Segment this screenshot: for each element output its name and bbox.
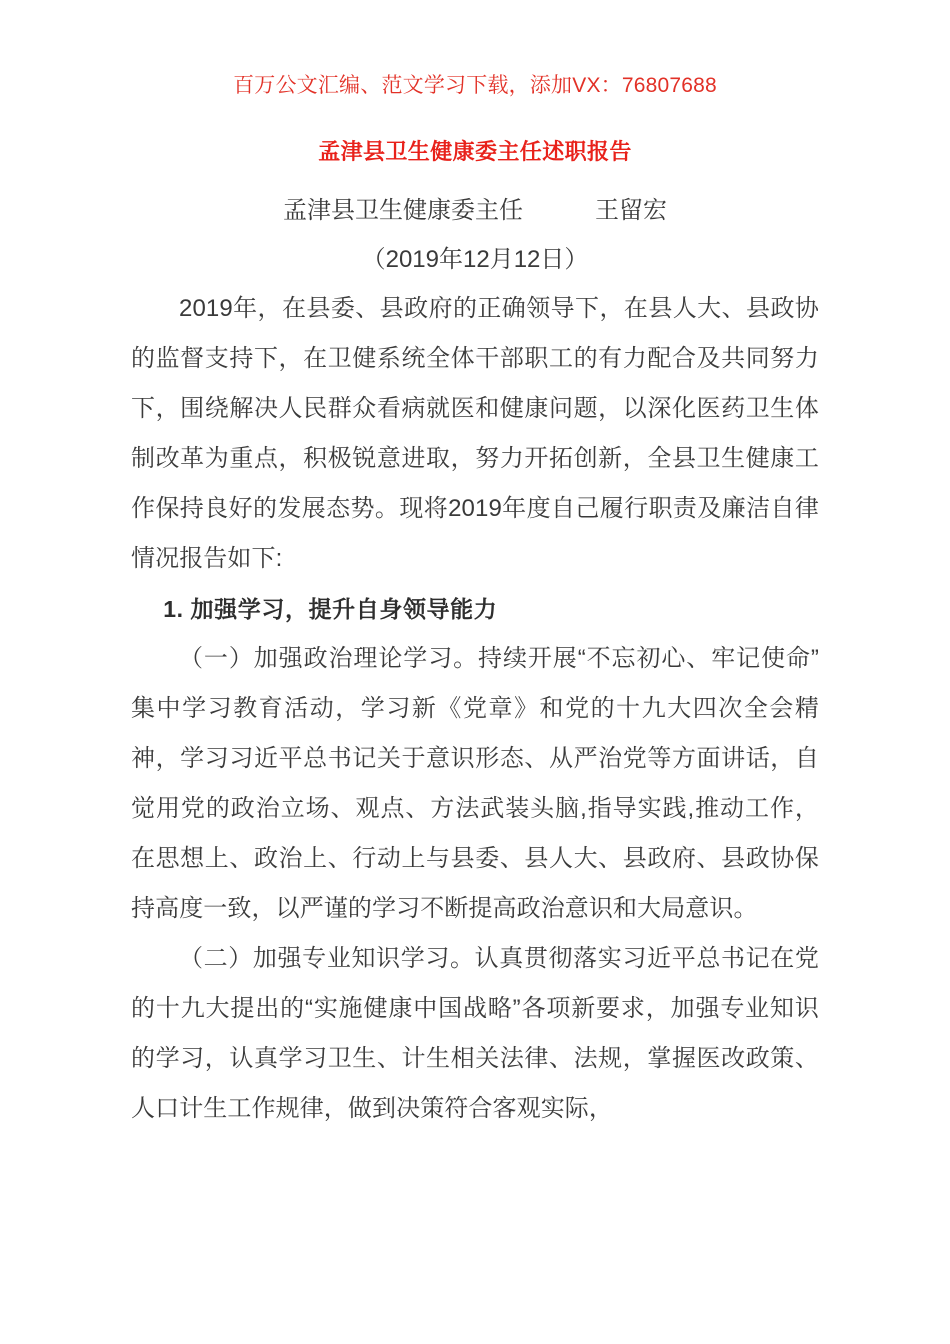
body-paragraph: 2019年，在县委、县政府的正确领导下，在县人大、县政协的监督支持下，在卫健系统全体干部职工的有力配合及共同努力下，围绕解决人民群众看病就医和健康问题，以深化医药卫生体制改革为重点，积极锐意进取，努力开拓创新，全县卫生健康工作保持良好的发展态势。现将2019年度自己履行职责及廉洁自律情况报告如下: <box>131 294 819 572</box>
document-title: 孟津县卫生健康委主任述职报告 <box>318 139 632 165</box>
promo-banner-text: 百万公文汇编、范文学习下载，添加VX：76807688 <box>233 74 717 97</box>
author-byline: 孟津县卫生健康委主任 王留宏 <box>283 197 667 225</box>
body-paragraph: （二）加强专业知识学习。认真贯彻落实习近平总书记在党的十九大提出的“实施健康中国战略”各项新要求，加强专业知识的学习，认真学习卫生、计生相关法律、法规，掌握医改政策、人口计生工作规律，做到决策符合客观实际， <box>131 944 819 1122</box>
section-heading-1: 1. 加强学习，提升自身领导能力 <box>163 595 498 622</box>
document-dateline: （2019年12月12日） <box>361 245 589 273</box>
body-paragraph: （一）加强政治理论学习。持续开展“不忘初心、牢记使命”集中学习教育活动，学习新《党章》和党的十九大四次全会精神，学习习近平总书记关于意识形态、从严治党等方面讲话，自觉用党的政治立场、观点、方法武装头脑,指导实践,推动工作，在思想上、政治上、行动上与县委、县人大、县政府、县政协保持高度一致，以严谨的学习不断提高政治意识和大局意识。 <box>131 644 819 922</box>
